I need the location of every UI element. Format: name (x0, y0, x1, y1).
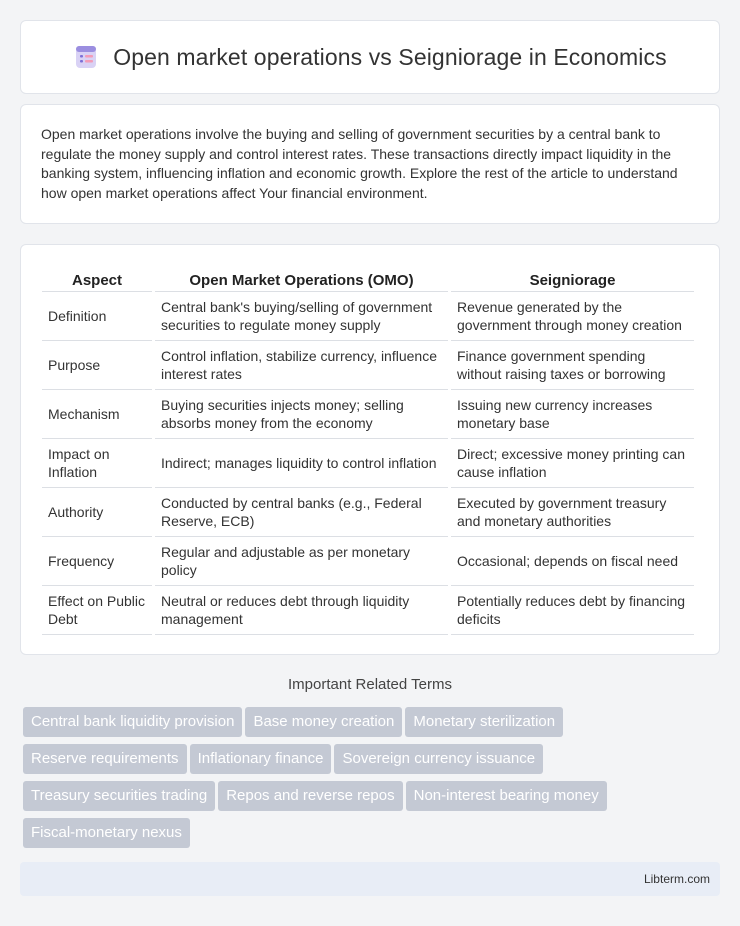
footer (20, 862, 720, 896)
related-term-tag[interactable]: Treasury securities trading (23, 781, 215, 811)
omo-cell: Control inflation, stabilize currency, influence interest rates (155, 340, 448, 389)
related-term-tag[interactable]: Non-interest bearing money (406, 781, 607, 811)
comparison-table (39, 265, 697, 635)
table-row (42, 340, 694, 389)
table-row (42, 487, 694, 536)
column-header-aspect: Aspect (71, 271, 123, 289)
related-terms-tags (23, 707, 723, 855)
omo-cell: Conducted by central banks (e.g., Federal Reserve, ECB) (155, 487, 448, 536)
page-title: Open market operations vs Seigniorage in Economics (113, 43, 667, 70)
seigniorage-cell: Issuing new currency increases monetary base (451, 389, 694, 438)
related-terms-heading: Important Related Terms (288, 676, 452, 693)
related-term-tag[interactable]: Fiscal-monetary nexus (23, 818, 190, 848)
intro-card (20, 104, 720, 224)
table-row (42, 291, 694, 340)
omo-cell: Indirect; manages liquidity to control inflation (155, 438, 448, 487)
table-row (42, 585, 694, 635)
row-label: Frequency (42, 536, 152, 585)
intro-paragraph: Open market operations involve the buying and selling of government securities by a central bank to regulate the money supply and control interest rates. These transactions directly impact liquidity in the banking system, influencing inflation and economic growth. Explore the rest of the article to understand how open market operations affect Your financial environment. (41, 126, 678, 201)
table-row (42, 438, 694, 487)
seigniorage-cell: Occasional; depends on fiscal need (451, 536, 694, 585)
related-term-tag[interactable]: Repos and reverse repos (218, 781, 402, 811)
table-row (42, 389, 694, 438)
column-header-seigniorage: Seigniorage (529, 271, 616, 289)
row-label: Impact on Inflation (42, 438, 152, 487)
header-card (20, 20, 720, 94)
seigniorage-cell: Finance government spending without raising taxes or borrowing (451, 340, 694, 389)
related-term-tag[interactable]: Central bank liquidity provision (23, 707, 242, 737)
row-label: Mechanism (42, 389, 152, 438)
omo-cell: Buying securities injects money; selling absorbs money from the economy (155, 389, 448, 438)
related-term-tag[interactable]: Reserve requirements (23, 744, 187, 774)
omo-cell: Neutral or reduces debt through liquidity management (155, 585, 448, 635)
table-header-row (42, 265, 694, 291)
related-term-tag[interactable]: Sovereign currency issuance (334, 744, 543, 774)
header (73, 44, 666, 71)
row-label: Definition (42, 291, 152, 340)
omo-cell: Regular and adjustable as per monetary policy (155, 536, 448, 585)
row-label: Authority (42, 487, 152, 536)
related-term-tag[interactable]: Monetary sterilization (405, 707, 563, 737)
related-term-tag[interactable]: Inflationary finance (190, 744, 332, 774)
omo-cell: Central bank's buying/selling of government securities to regulate money supply (155, 291, 448, 340)
table-row (42, 536, 694, 585)
seigniorage-cell: Executed by government treasury and monetary authorities (451, 487, 694, 536)
related-term-tag[interactable]: Base money creation (245, 707, 402, 737)
row-label: Purpose (42, 340, 152, 389)
seigniorage-cell: Potentially reduces debt by financing deficits (451, 585, 694, 635)
column-header-omo: Open Market Operations (OMO) (189, 271, 414, 289)
seigniorage-cell: Revenue generated by the government through money creation (451, 291, 694, 340)
document-list-icon (73, 44, 99, 70)
footer-site-link[interactable]: Libterm.com (643, 872, 710, 886)
seigniorage-cell: Direct; excessive money printing can cause inflation (451, 438, 694, 487)
comparison-card (20, 244, 720, 655)
row-label: Effect on Public Debt (42, 585, 152, 635)
